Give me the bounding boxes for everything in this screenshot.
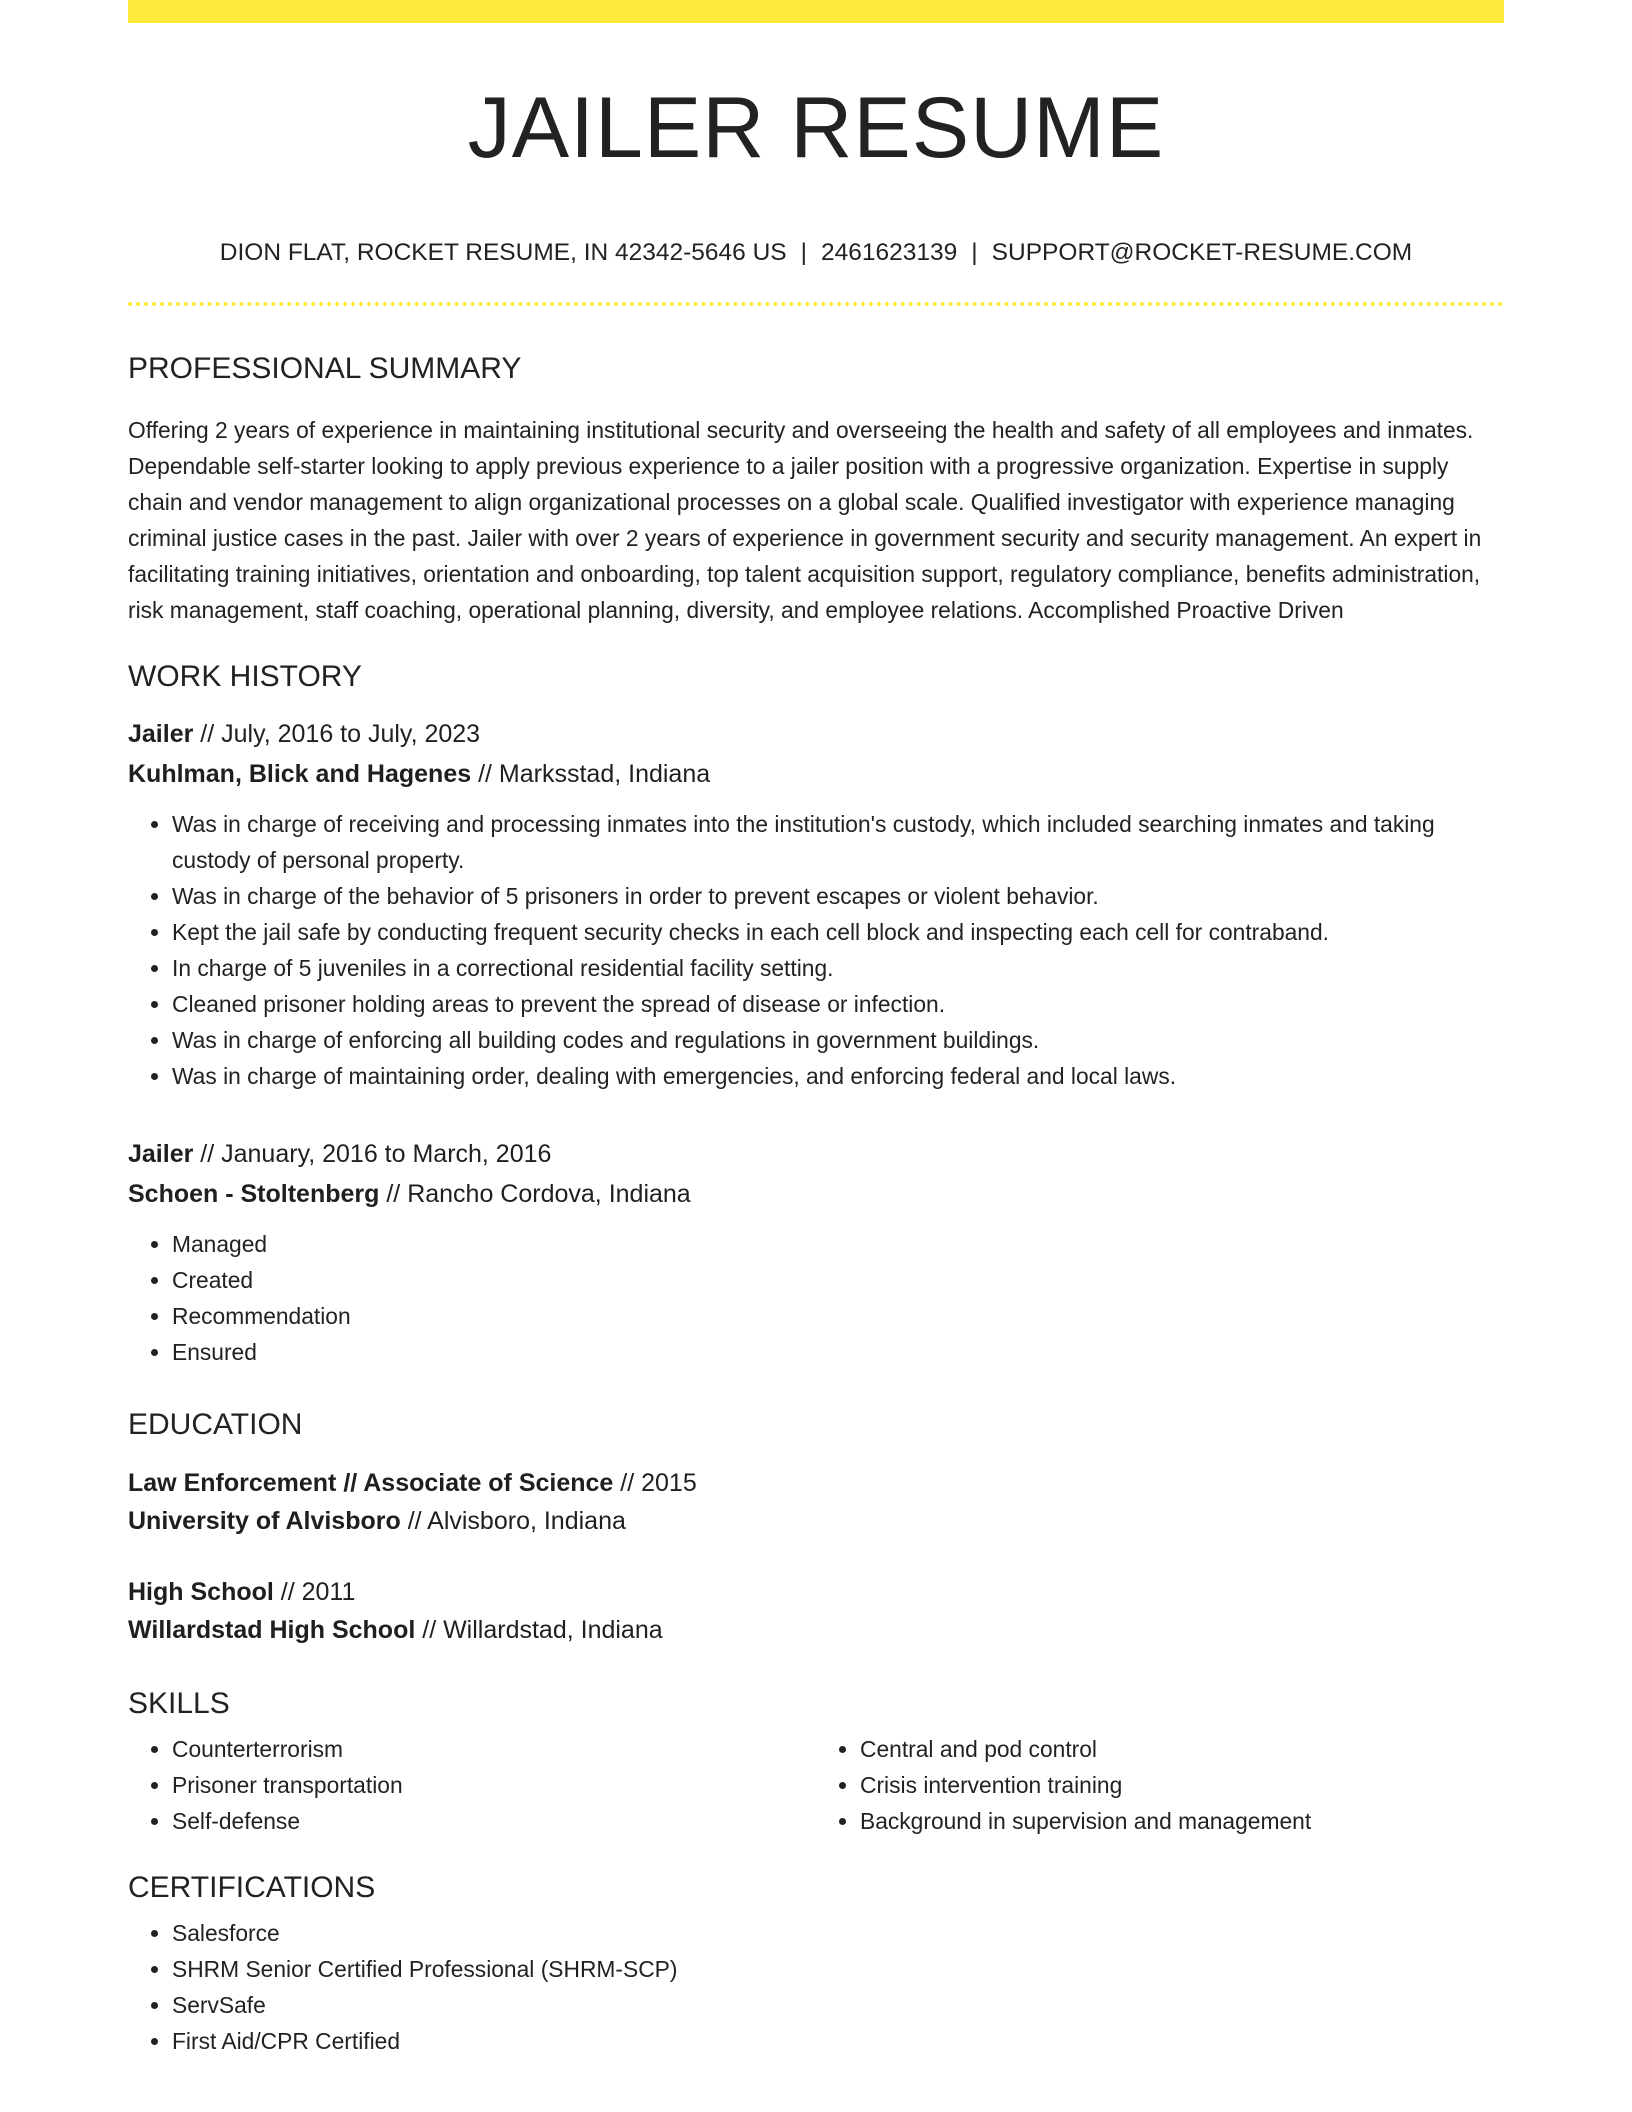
job-company-line	[128, 754, 1504, 794]
degree-line	[128, 1573, 1504, 1611]
certifications-heading: CERTIFICATIONS	[128, 1870, 376, 1904]
contact-email: SUPPORT@ROCKET-RESUME.COM	[991, 239, 1413, 266]
skills-grid	[128, 1731, 1504, 1839]
job-entry	[128, 1134, 1504, 1214]
contact-address: DION FLAT, ROCKET RESUME, IN 42342-5646 US	[219, 239, 787, 266]
degree-year: // 2011	[273, 1577, 356, 1606]
list-item: • ServSafe	[172, 1987, 1504, 2023]
list-item: • Created	[172, 1262, 1504, 1298]
list-item: • Was in charge of receiving and processing inmates into the institution's custody, which included searching inmates and taking custody of personal property.	[172, 806, 1504, 878]
list-item: • Ensured	[172, 1334, 1504, 1370]
work-history-heading: WORK HISTORY	[128, 659, 362, 693]
school-location: // Alvisboro, Indiana	[400, 1506, 626, 1535]
job-dates: // January, 2016 to March, 2016	[193, 1139, 552, 1168]
skills-column-left	[128, 1731, 816, 1839]
list-item: • First Aid/CPR Certified	[172, 2023, 1504, 2059]
contact-line	[128, 241, 1504, 266]
skills-heading: SKILLS	[128, 1686, 230, 1720]
job-title: Jailer	[128, 1139, 194, 1168]
list-item: • SHRM Senior Certified Professional (SHRM-SCP)	[172, 1951, 1504, 1987]
list-item: • Counterterrorism	[172, 1731, 816, 1767]
skills-list	[128, 1731, 816, 1839]
education-heading: EDUCATION	[128, 1407, 303, 1441]
list-item: • Prisoner transportation	[172, 1767, 816, 1803]
certifications-list	[128, 1915, 1504, 2059]
degree-line	[128, 1464, 1504, 1502]
job-title: Jailer	[128, 719, 194, 748]
list-item: • Salesforce	[172, 1915, 1504, 1951]
school-location: // Willardstad, Indiana	[415, 1615, 663, 1644]
job-company: Schoen - Stoltenberg	[128, 1179, 380, 1208]
list-item: • Recommendation	[172, 1298, 1504, 1334]
job-title-line	[128, 714, 1504, 754]
list-item: • Cleaned prisoner holding areas to prevent the spread of disease or infection.	[172, 986, 1504, 1022]
job-location: // Marksstad, Indiana	[471, 759, 711, 788]
list-item: • Central and pod control	[860, 1731, 1504, 1767]
summary-heading: PROFESSIONAL SUMMARY	[128, 351, 522, 385]
contact-separator: |	[971, 239, 978, 266]
list-item: • Was in charge of maintaining order, dealing with emergencies, and enforcing federal and local laws.	[172, 1058, 1504, 1094]
list-item: • Self-defense	[172, 1803, 816, 1839]
skills-column-right	[816, 1731, 1504, 1839]
school-name: Willardstad High School	[128, 1615, 416, 1644]
degree: High School	[128, 1577, 274, 1606]
school-line	[128, 1502, 1504, 1540]
contact-separator: |	[800, 239, 808, 266]
contact-phone: 2461623139	[821, 239, 958, 266]
school-line	[128, 1611, 1504, 1649]
job-title-line	[128, 1134, 1504, 1174]
accent-top-bar	[128, 0, 1504, 23]
school-name: University of Alvisboro	[128, 1506, 401, 1535]
list-item: • Background in supervision and management	[860, 1803, 1504, 1839]
degree: Law Enforcement // Associate of Science	[128, 1468, 614, 1497]
education-entry	[128, 1573, 1504, 1649]
job-entry	[128, 714, 1504, 794]
list-item: • Was in charge of enforcing all building codes and regulations in government buildings.	[172, 1022, 1504, 1058]
job-company: Kuhlman, Blick and Hagenes	[128, 759, 472, 788]
summary-text: Offering 2 years of experience in maintaining institutional security and overseeing the health and safety of all employees and inmates. Dependable self-starter looking to apply previous experience to a jailer position with a progressive organization. Expertise in supply chain and vendor management to align organizational processes on a global scale. Qualified investigator with experience managing criminal justice cases in the past. Jailer with over 2 years of experience in government security and security management. An expert in facilitating training initiatives, orientation and onboarding, top talent acquisition support, regulatory compliance, benefits administration, risk management, staff coaching, operational planning, diversity, and employee relations. Accomplished Proactive Driven	[128, 416, 1482, 623]
list-item: • Was in charge of the behavior of 5 prisoners in order to prevent escapes or violent behavior.	[172, 878, 1504, 914]
list-item: • In charge of 5 juveniles in a correctional residential facility setting.	[172, 950, 1504, 986]
list-item: • Kept the jail safe by conducting frequent security checks in each cell block and inspecting each cell for contraband.	[172, 914, 1504, 950]
list-item: • Managed	[172, 1226, 1504, 1262]
education-entry	[128, 1464, 1504, 1540]
resume-title: JAILER RESUME	[467, 80, 1165, 176]
job-company-line	[128, 1174, 1504, 1214]
skills-list	[816, 1731, 1504, 1839]
job-duties-list	[128, 1226, 1504, 1370]
dotted-divider	[128, 302, 1504, 306]
resume-page	[128, 0, 1504, 2059]
list-item: • Crisis intervention training	[860, 1767, 1504, 1803]
job-location: // Rancho Cordova, Indiana	[379, 1179, 691, 1208]
job-dates: // July, 2016 to July, 2023	[193, 719, 481, 748]
job-duties-list	[128, 806, 1504, 1094]
degree-year: // 2015	[613, 1468, 697, 1497]
